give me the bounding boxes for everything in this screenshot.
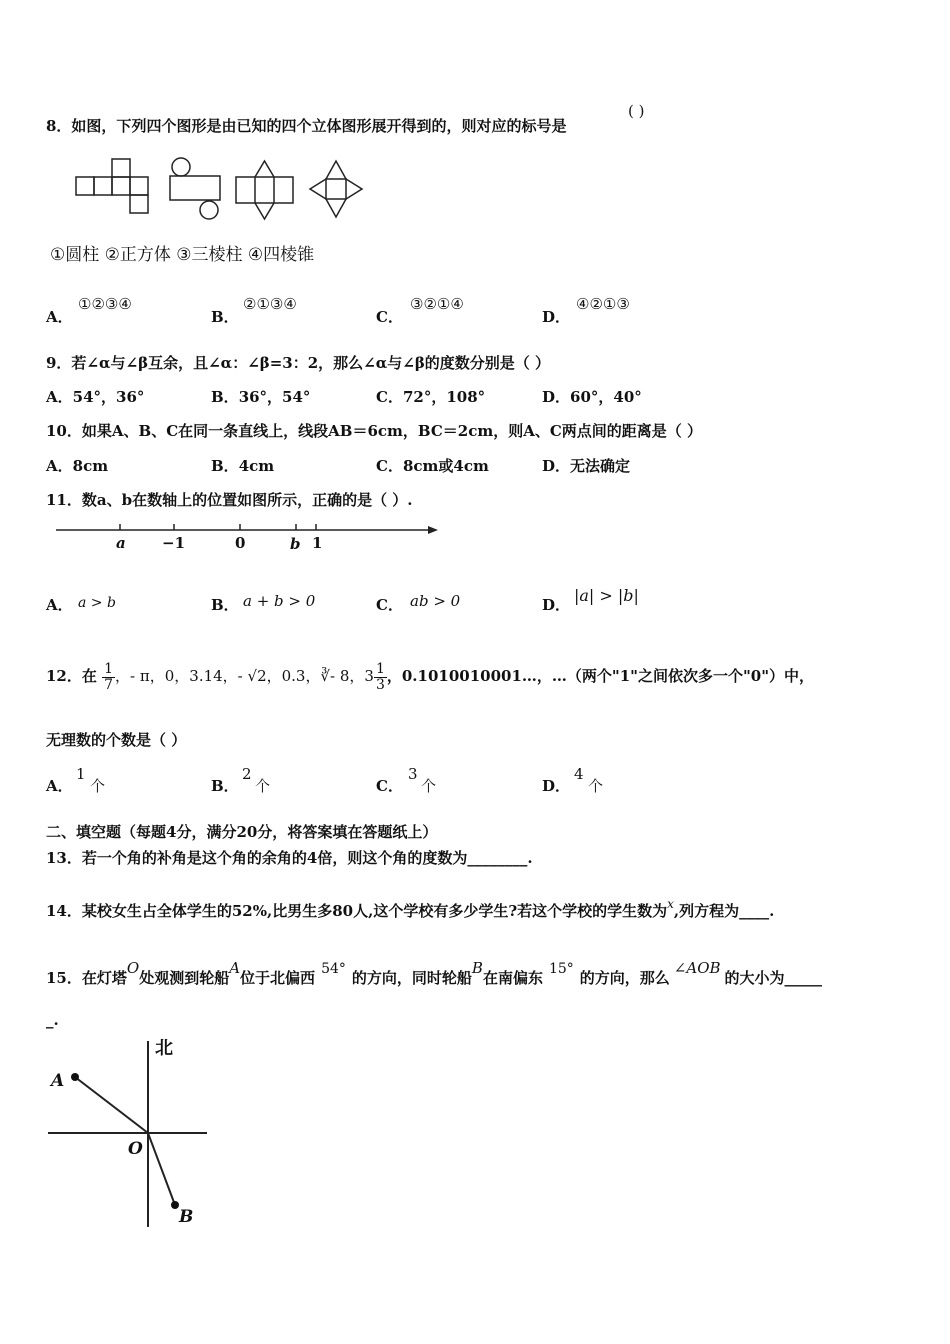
q14-text: 14．某校女生占全体学生的52%,比男生多80人,这个学校有多少学生?若这个学校的学生数为$^x$,列方程为____. [46, 897, 775, 920]
section-2-heading: 二、填空题（每题4分，满分20分，将答案填在答题纸上） [46, 823, 438, 841]
axis-label-b: b [290, 535, 301, 553]
q8-shapes-label: ①圆柱 ②正方体 ③三棱柱 ④四棱锥 [50, 245, 315, 265]
q11-option-d-value: |a| > |b| [574, 586, 639, 605]
q12-option-d-unit: 个 [588, 777, 604, 795]
q8-option-b[interactable]: B． [211, 308, 239, 326]
q9-option-a[interactable]: A．54°，36° [46, 388, 145, 406]
q12-option-d-num: 4 [574, 765, 584, 783]
fraction-one-seventh: $\frac{1}{7}$ [104, 660, 114, 693]
compass-figure [45, 1035, 215, 1230]
q9-option-c[interactable]: C．72°，108° [376, 388, 486, 406]
q11-option-b[interactable]: B． [211, 596, 239, 614]
point-o-label: O [128, 1139, 143, 1159]
net-figures [70, 155, 370, 225]
q12-option-d[interactable]: D． [542, 777, 571, 795]
q8-option-d[interactable]: D． [542, 308, 571, 326]
q11-text: 11．数a、b在数轴上的位置如图所示，正确的是（ ）. [46, 491, 413, 509]
q8-text: 8．如图，下列四个图形是由已知的四个立体图形展开得到的，则对应的标号是 [46, 117, 567, 135]
q11-option-c-value: ab > 0 [410, 592, 461, 610]
axis-label-a: a [116, 534, 126, 552]
q9-option-b[interactable]: B．36°，54° [211, 388, 311, 406]
axis-label-neg1: −1 [162, 534, 186, 552]
q13-text: 13．若一个角的补角是这个角的余角的4倍，则这个角的度数为________. [46, 849, 533, 867]
q12-option-a-num: 1 [76, 765, 86, 783]
q11-option-a-value: a > b [78, 595, 116, 611]
q10-option-c[interactable]: C．8cm或4cm [376, 457, 489, 475]
q11-option-a[interactable]: A． [46, 596, 73, 614]
q8-option-a[interactable]: A． [46, 308, 73, 326]
q12-option-c-num: 3 [408, 765, 418, 783]
cube-net-icon [76, 159, 148, 213]
q8-option-c[interactable]: C． [376, 308, 403, 326]
cylinder-net-icon [170, 158, 220, 219]
q10-option-b[interactable]: B．4cm [211, 457, 275, 475]
q8-paren: ( ) [628, 102, 645, 120]
q15-text-line2: _. [46, 1011, 59, 1029]
q8-option-b-value: ②①③④ [243, 295, 297, 313]
q8-option-a-value: ①②③④ [78, 295, 132, 313]
fraction-mixed-third: $\frac{1}{3}$ [375, 660, 385, 693]
q10-text: 10．如果A、B、C在同一条直线上，线段AB＝6cm，BC＝2cm，则A、C两点间的距离是（ ） [46, 422, 703, 440]
prism-net-icon [236, 161, 293, 219]
q12-option-b-unit: 个 [255, 777, 271, 795]
axis-label-zero: 0 [235, 534, 246, 552]
q8-option-c-value: ③②①④ [410, 295, 464, 313]
q12-line1: 12．在 $\frac{1}{7}$ ，- π，0，3.14，- √2，0.3，∛- 8，3 $\frac{1}{3}$ ，0.1010010001…，…（两个"1"之间依次多一个"0"）中， [46, 660, 815, 693]
q8-option-d-value: ④②①③ [576, 295, 630, 313]
q11-option-c[interactable]: C． [376, 596, 403, 614]
q12-option-b-num: 2 [242, 765, 252, 783]
q9-option-d[interactable]: D．60°，40° [542, 388, 642, 406]
q9-text: 9．若∠α与∠β互余，且∠α：∠β=3：2，那么∠α与∠β的度数分别是（ ） [46, 354, 551, 372]
q12-option-a-unit: 个 [90, 777, 106, 795]
q10-option-a[interactable]: A．8cm [46, 457, 109, 475]
q15-text: 15．在灯塔O处观测到轮船A位于北偏西 54° 的方向，同时轮船B在南偏东 15° 的方向，那么∠AOB的大小为_____ [46, 959, 823, 987]
point-a-label: A [51, 1071, 65, 1091]
q12-option-b[interactable]: B． [211, 777, 239, 795]
q12-line2: 无理数的个数是（ ） [46, 731, 187, 749]
q12-option-c-unit: 个 [421, 777, 437, 795]
q10-option-d[interactable]: D．无法确定 [542, 457, 631, 475]
q11-option-d[interactable]: D． [542, 596, 571, 614]
axis-label-one: 1 [312, 534, 323, 552]
north-label: 北 [155, 1038, 173, 1059]
point-b-label: B [179, 1207, 194, 1227]
q11-option-b-value: a + b > 0 [243, 592, 316, 610]
number-line [50, 520, 450, 560]
pyramid-net-icon [310, 161, 362, 217]
q12-option-c[interactable]: C． [376, 777, 403, 795]
q12-option-a[interactable]: A． [46, 777, 73, 795]
